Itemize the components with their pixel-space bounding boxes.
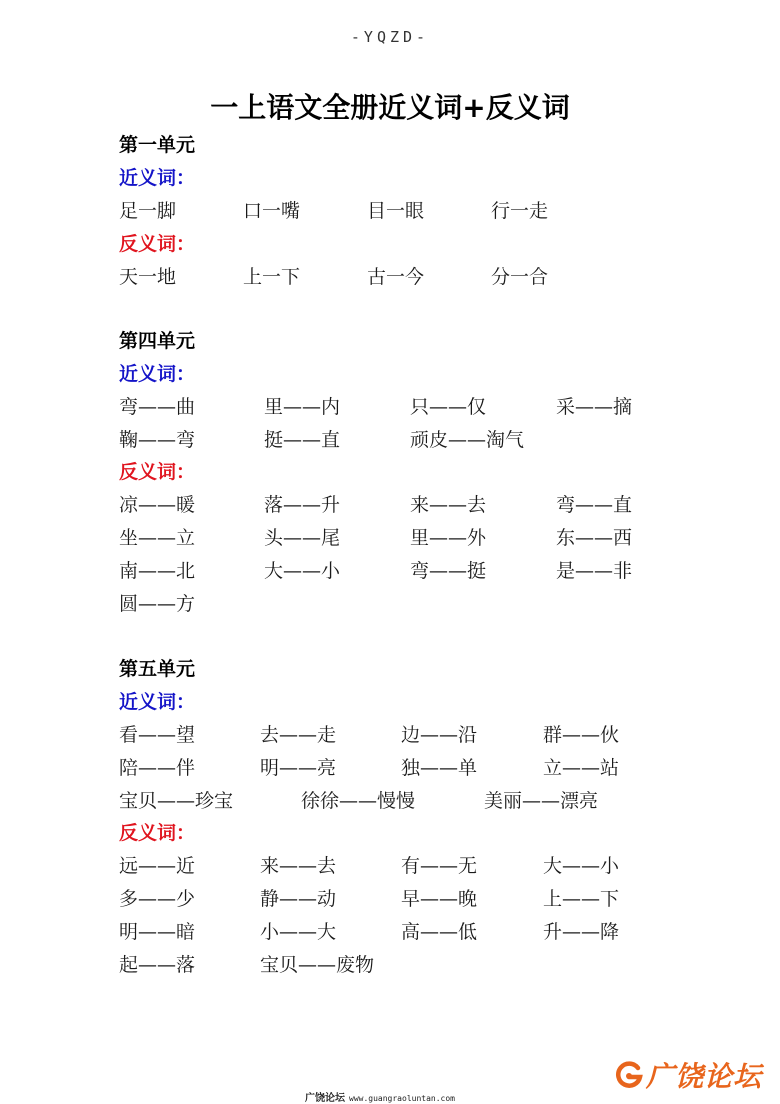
word-pair: 挺——直 <box>264 429 341 451</box>
site-logo <box>614 1056 762 1094</box>
word-pair: 高——低 <box>401 921 478 943</box>
word-pair: 是——非 <box>556 560 633 582</box>
unit-4-antonym-row-4 <box>0 589 780 617</box>
unit-5-antonym-row-4 <box>0 950 780 978</box>
word-pair: 远——近 <box>119 855 196 877</box>
unit-1-antonym-row-1 <box>0 262 780 290</box>
word-pair: 小——大 <box>260 921 337 943</box>
unit-5-antonym-row-3 <box>0 917 780 945</box>
footer-brand: 广饶论坛 <box>305 1093 346 1104</box>
word-pair: 明——暗 <box>119 921 196 943</box>
word-pair: 口一嘴 <box>243 200 301 222</box>
unit-4-antonym-row-2 <box>0 523 780 551</box>
unit-4-synonym-label: 近义词： <box>119 363 196 385</box>
word-pair: 徐徐——慢慢 <box>301 790 416 812</box>
word-pair: 边——沿 <box>401 724 478 746</box>
unit-5-synonym-row-3 <box>0 786 780 814</box>
page-header: -YQZD- <box>350 28 430 46</box>
word-pair: 里——外 <box>410 527 487 549</box>
unit-1-synonym-row-1 <box>0 196 780 224</box>
word-pair: 看——望 <box>119 724 196 746</box>
word-pair: 凉——暖 <box>119 494 196 516</box>
word-pair: 落——升 <box>264 494 341 516</box>
unit-5-synonym-row-2 <box>0 753 780 781</box>
logo-mark-icon <box>614 1060 644 1090</box>
word-pair: 弯——挺 <box>410 560 487 582</box>
unit-1-synonym-label: 近义词： <box>119 167 196 189</box>
word-pair: 上——下 <box>543 888 620 910</box>
word-pair: 头——尾 <box>264 527 341 549</box>
word-pair: 古一今 <box>367 266 425 288</box>
word-pair: 分一合 <box>491 266 549 288</box>
word-pair: 有——无 <box>401 855 478 877</box>
unit-5-antonym-label: 反义词： <box>119 822 196 844</box>
word-pair: 宝贝——废物 <box>260 954 375 976</box>
word-pair: 美丽——漂亮 <box>484 790 599 812</box>
unit-4-synonym-row-1 <box>0 392 780 420</box>
word-pair: 上一下 <box>243 266 301 288</box>
unit-4-antonym-label: 反义词： <box>119 461 196 483</box>
word-pair: 只——仅 <box>410 396 487 418</box>
word-pair: 里——内 <box>264 396 341 418</box>
word-pair: 静——动 <box>260 888 337 910</box>
word-pair: 起——落 <box>119 954 196 976</box>
word-pair: 东——西 <box>556 527 633 549</box>
word-pair: 南——北 <box>119 560 196 582</box>
unit-5-synonym-row-1 <box>0 720 780 748</box>
document-title: 一上语文全册近义词+反义词 <box>210 91 570 124</box>
word-pair: 天一地 <box>119 266 177 288</box>
word-pair: 采——摘 <box>556 396 633 418</box>
logo-text: 广饶论坛 <box>646 1060 763 1093</box>
unit-1-heading: 第一单元 <box>119 134 196 156</box>
word-pair: 足一脚 <box>119 200 177 222</box>
unit-4-synonym-row-2 <box>0 425 780 453</box>
footer-url: www.guangraoluntan.com <box>349 1094 455 1103</box>
word-pair: 多——少 <box>119 888 196 910</box>
unit-5-heading: 第五单元 <box>119 658 196 680</box>
word-pair: 宝贝——珍宝 <box>119 790 234 812</box>
unit-4-antonym-row-3 <box>0 556 780 584</box>
word-pair: 圆——方 <box>119 593 196 615</box>
word-pair: 行一走 <box>491 200 549 222</box>
unit-4-antonym-row-1 <box>0 490 780 518</box>
word-pair: 目一眼 <box>367 200 425 222</box>
word-pair: 去——走 <box>260 724 337 746</box>
word-pair: 明——亮 <box>260 757 337 779</box>
unit-5-antonym-row-2 <box>0 884 780 912</box>
unit-1-antonym-label: 反义词： <box>119 233 196 255</box>
word-pair: 陪——伴 <box>119 757 196 779</box>
unit-5-antonym-row-1 <box>0 851 780 879</box>
word-pair: 升——降 <box>543 921 620 943</box>
unit-4-heading: 第四单元 <box>119 330 196 352</box>
word-pair: 弯——直 <box>556 494 633 516</box>
word-pair: 来——去 <box>260 855 337 877</box>
word-pair: 坐——立 <box>119 527 196 549</box>
word-pair: 早——晚 <box>401 888 478 910</box>
word-pair: 大——小 <box>264 560 341 582</box>
word-pair: 鞠——弯 <box>119 429 196 451</box>
word-pair: 立——站 <box>543 757 620 779</box>
word-pair: 来——去 <box>410 494 487 516</box>
word-pair: 群——伙 <box>543 724 620 746</box>
word-pair: 弯——曲 <box>119 396 196 418</box>
unit-5-synonym-label: 近义词： <box>119 691 196 713</box>
word-pair: 大——小 <box>543 855 620 877</box>
word-pair: 独——单 <box>401 757 478 779</box>
word-pair: 顽皮——淘气 <box>410 429 525 451</box>
